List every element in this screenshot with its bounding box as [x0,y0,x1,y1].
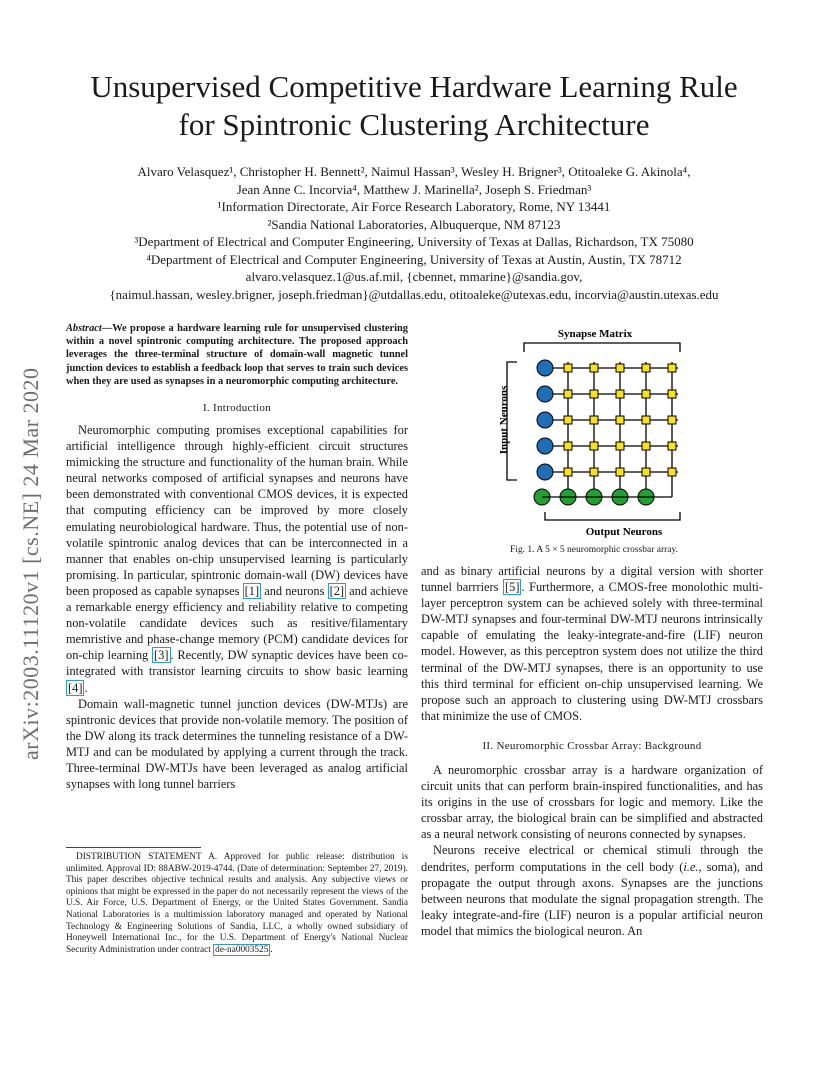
section-heading-background: II. Neuromorphic Crossbar Array: Background [482,739,702,752]
text-run: , soma), and propagate the output through axons. Synapses are the junctions between neurons that modulate the signal propagation strength. The leaky integrate-and-fire (LIF) neuron is a popular artificial neuron model that mimics the biological neuron. An [421,859,763,938]
left-column [66,322,408,792]
input-neurons-label: Input Neurons [498,385,510,455]
footnote-end: . [270,944,273,955]
figure-caption: Fig. 1. A 5 × 5 neuromorphic crossbar array. [509,545,679,555]
authors-line-2: Jean Anne C. Incorvia⁴, Matthew J. Marinella², Joseph S. Friedman³ [236,181,592,197]
footnote-text: DISTRIBUTION STATEMENT A. Approved for public release: distribution is unlimited. Approval ID: 88ABW-2019-4744. (Date of determination: September 27, 2019). This paper describes objective technical results and analysis. Any subjective views or opinions that might be expressed in the paper do not necessarily represent the views of the U.S. Air Force, U.S. Department of Energy, or the United States Government. Sandia National Laboratories is a multimission laboratory managed and operated by National Technology & Engineering Solutions of Sandia, LLC, a wholly owned subsidiary of Honeywell International Inc., for the U.S. Department of Energy's National Nuclear Security Administration under contract [66,852,408,955]
input-neuron [537,412,553,428]
right-paragraph-1 [421,563,763,724]
text-run: Neuromorphic computing promises exceptional capabilities for artificial intelligence through highly-efficient circuit structures mimicking the structure and functionality of the human brain. While neural networks composed of artificial synapses and neurons have been demonstrated with conventional CMOS devices, it is expected that computing efficiency can be improved by more closely emulating neurobiological hardware. Thus, the potential use of non-volatile spintronic analog devices that can be interconnected in a manner that enables on-chip unsupervised learning is particularly promising. In particular, spintronic domain-wall (DW) devices have been proposed as capable synapses [66,423,408,598]
abstract [66,322,408,388]
input-neuron [537,438,553,454]
footnote-divider [66,847,201,848]
synapse-node [668,364,676,372]
synapse-node [642,364,650,372]
intro-paragraph-1 [66,422,408,696]
affiliation-4: ⁴Department of Electrical and Computer Engineering, University of Texas at Austin, Austin, TX 78712 [146,251,682,267]
right-column [421,563,763,939]
synapse-node [668,416,676,424]
synapse-node [590,416,598,424]
synapse-node [668,442,676,450]
crossbar-figure [490,322,700,547]
synapse-node [616,364,624,372]
synapse-node [668,390,676,398]
affiliation-3: ³Department of Electrical and Computer Engineering, University of Texas at Dallas, Richardson, TX 75080 [134,234,694,249]
synapse-node [668,468,676,476]
synapse-node [590,442,598,450]
title-line-2: for Spintronic Clustering Architecture [178,107,650,142]
bottom-bracket [545,512,680,520]
output-neurons-label: Output Neurons [585,526,663,538]
text-run: and achieve a remarkable energy efficiency and reliability relative to competing non-volatile candidate devices such as resitive/filamentary memristive and phase-change memory (PCM) candidate devices for on-chip learning [66,583,408,663]
citation-link[interactable]: [4] [68,680,83,695]
intro-paragraph-2: Domain wall-magnetic tunnel junction devices (DW-MTJs) are spintronic devices that provide non-volatile memory. The position of the DW along its track determines the tunneling resistance of a DW-MTJ and can be modulated by applying a current through the track. Three-terminal DW-MTJs have been leveraged as analog artificial synapses with long tunnel barriers [66,696,408,792]
text-run: . Recently, DW synaptic devices have been co-integrated with transistor learning circuits to show basic learning [66,648,408,679]
synapse-node [616,442,624,450]
input-neuron [537,464,553,480]
synapse-node [642,416,650,424]
text-run: . Furthermore, a CMOS-free monolothic multi-layer perceptron system can be achieved solely with three-terminal DW-MTJ synapses and four-terminal DW-MTJ neurons intrinsically capable of emulating the leaky-integrate-and-fire (LIF) neuron model. However, as this perceptron system does not utilize the third terminal of the DW-MTJ synapses, there is an opportunity to use this third terminal for efficient on-chip unsupervised learning. We propose such an approach to clustering using DW-MTJ crossbars that minimize the use of CMOS. [421,580,763,723]
text-run: and as binary artificial neurons by a digital version with shorter tunnel barrriers [421,564,763,595]
input-neuron [537,386,553,402]
synapse-node [564,364,572,372]
emails-line-2: {naimul.hassan, wesley.brigner, joseph.friedman}@utdallas.edu, otitoaleke@utexas.edu, incorvia@austin.utexas.edu [109,286,719,302]
authors-line-1: Alvaro Velasquez¹, Christopher H. Bennett², Naimul Hassan³, Wesley H. Brigner³, Otitoaleke G. Akinola⁴, [137,164,691,179]
text-run: and neurons [261,583,328,598]
citation-link[interactable]: [1] [244,583,260,598]
distribution-footnote [66,852,408,956]
background-paragraph-1: A neuromorphic crossbar array is a hardware organization of circuit units that can perform brain-inspired functionalities, and has its origins in the use of crossbars for logic and memory. Like the crossbar array, the biological brain can be simplified and abstracted as a neural network consisting of neurons connected by synapses. [421,762,763,842]
synapse-node [590,468,598,476]
paper-title [0,68,828,144]
synapse-matrix-label: Synapse Matrix [557,328,633,340]
synapse-node [642,390,650,398]
text-run: Neurons receive electrical or chemical stimuli through the dendrites, perform computations in the cell body ( [421,843,763,874]
synapse-node [590,364,598,372]
title-line-1: Unsupervised Competitive Hardware Learning Rule [90,69,738,104]
synapse-node [564,416,572,424]
contract-link[interactable]: de-na0003525 [215,944,269,955]
synapse-node [642,442,650,450]
background-paragraph-2 [421,842,763,939]
text-run: . [84,680,88,695]
synapse-node [616,390,624,398]
arxiv-identifier: arXiv:2003.11120v1 [cs.NE] 24 Mar 2020 [18,367,43,760]
citation-link[interactable]: [3] [154,648,169,663]
abstract-label: Abstract [66,323,102,334]
input-neuron [537,360,553,376]
synapse-node [564,468,572,476]
affiliation-1: ¹Information Directorate, Air Force Research Laboratory, Rome, NY 13441 [217,199,611,214]
affiliation-2: ²Sandia National Laboratories, Albuquerque, NM 87123 [267,216,561,232]
section-heading-introduction: I. Introduction [202,402,272,415]
citation-link[interactable]: [5] [505,580,520,595]
synapse-node [616,468,624,476]
synapse-node [590,390,598,398]
synapse-node [642,468,650,476]
synapse-node [616,416,624,424]
author-block [40,163,788,303]
top-bracket [524,343,680,352]
abstract-text: —We propose a hardware learning rule for unsupervised clustering within a novel spintronic computing architecture. The proposed approach leverages the three-terminal structure of domain-wall magnetic tunnel junction devices to establish a feedback loop that serves to train such devices when they are used as synapses in a neuromorphic computing architecture. [66,323,408,387]
italic-text: i.e. [683,859,699,874]
synapse-node [564,442,572,450]
citation-link[interactable]: [2] [329,583,345,598]
synapse-node [564,390,572,398]
emails-line-1: alvaro.velasquez.1@us.af.mil, {cbennet, mmarine}@sandia.gov, [245,269,583,284]
